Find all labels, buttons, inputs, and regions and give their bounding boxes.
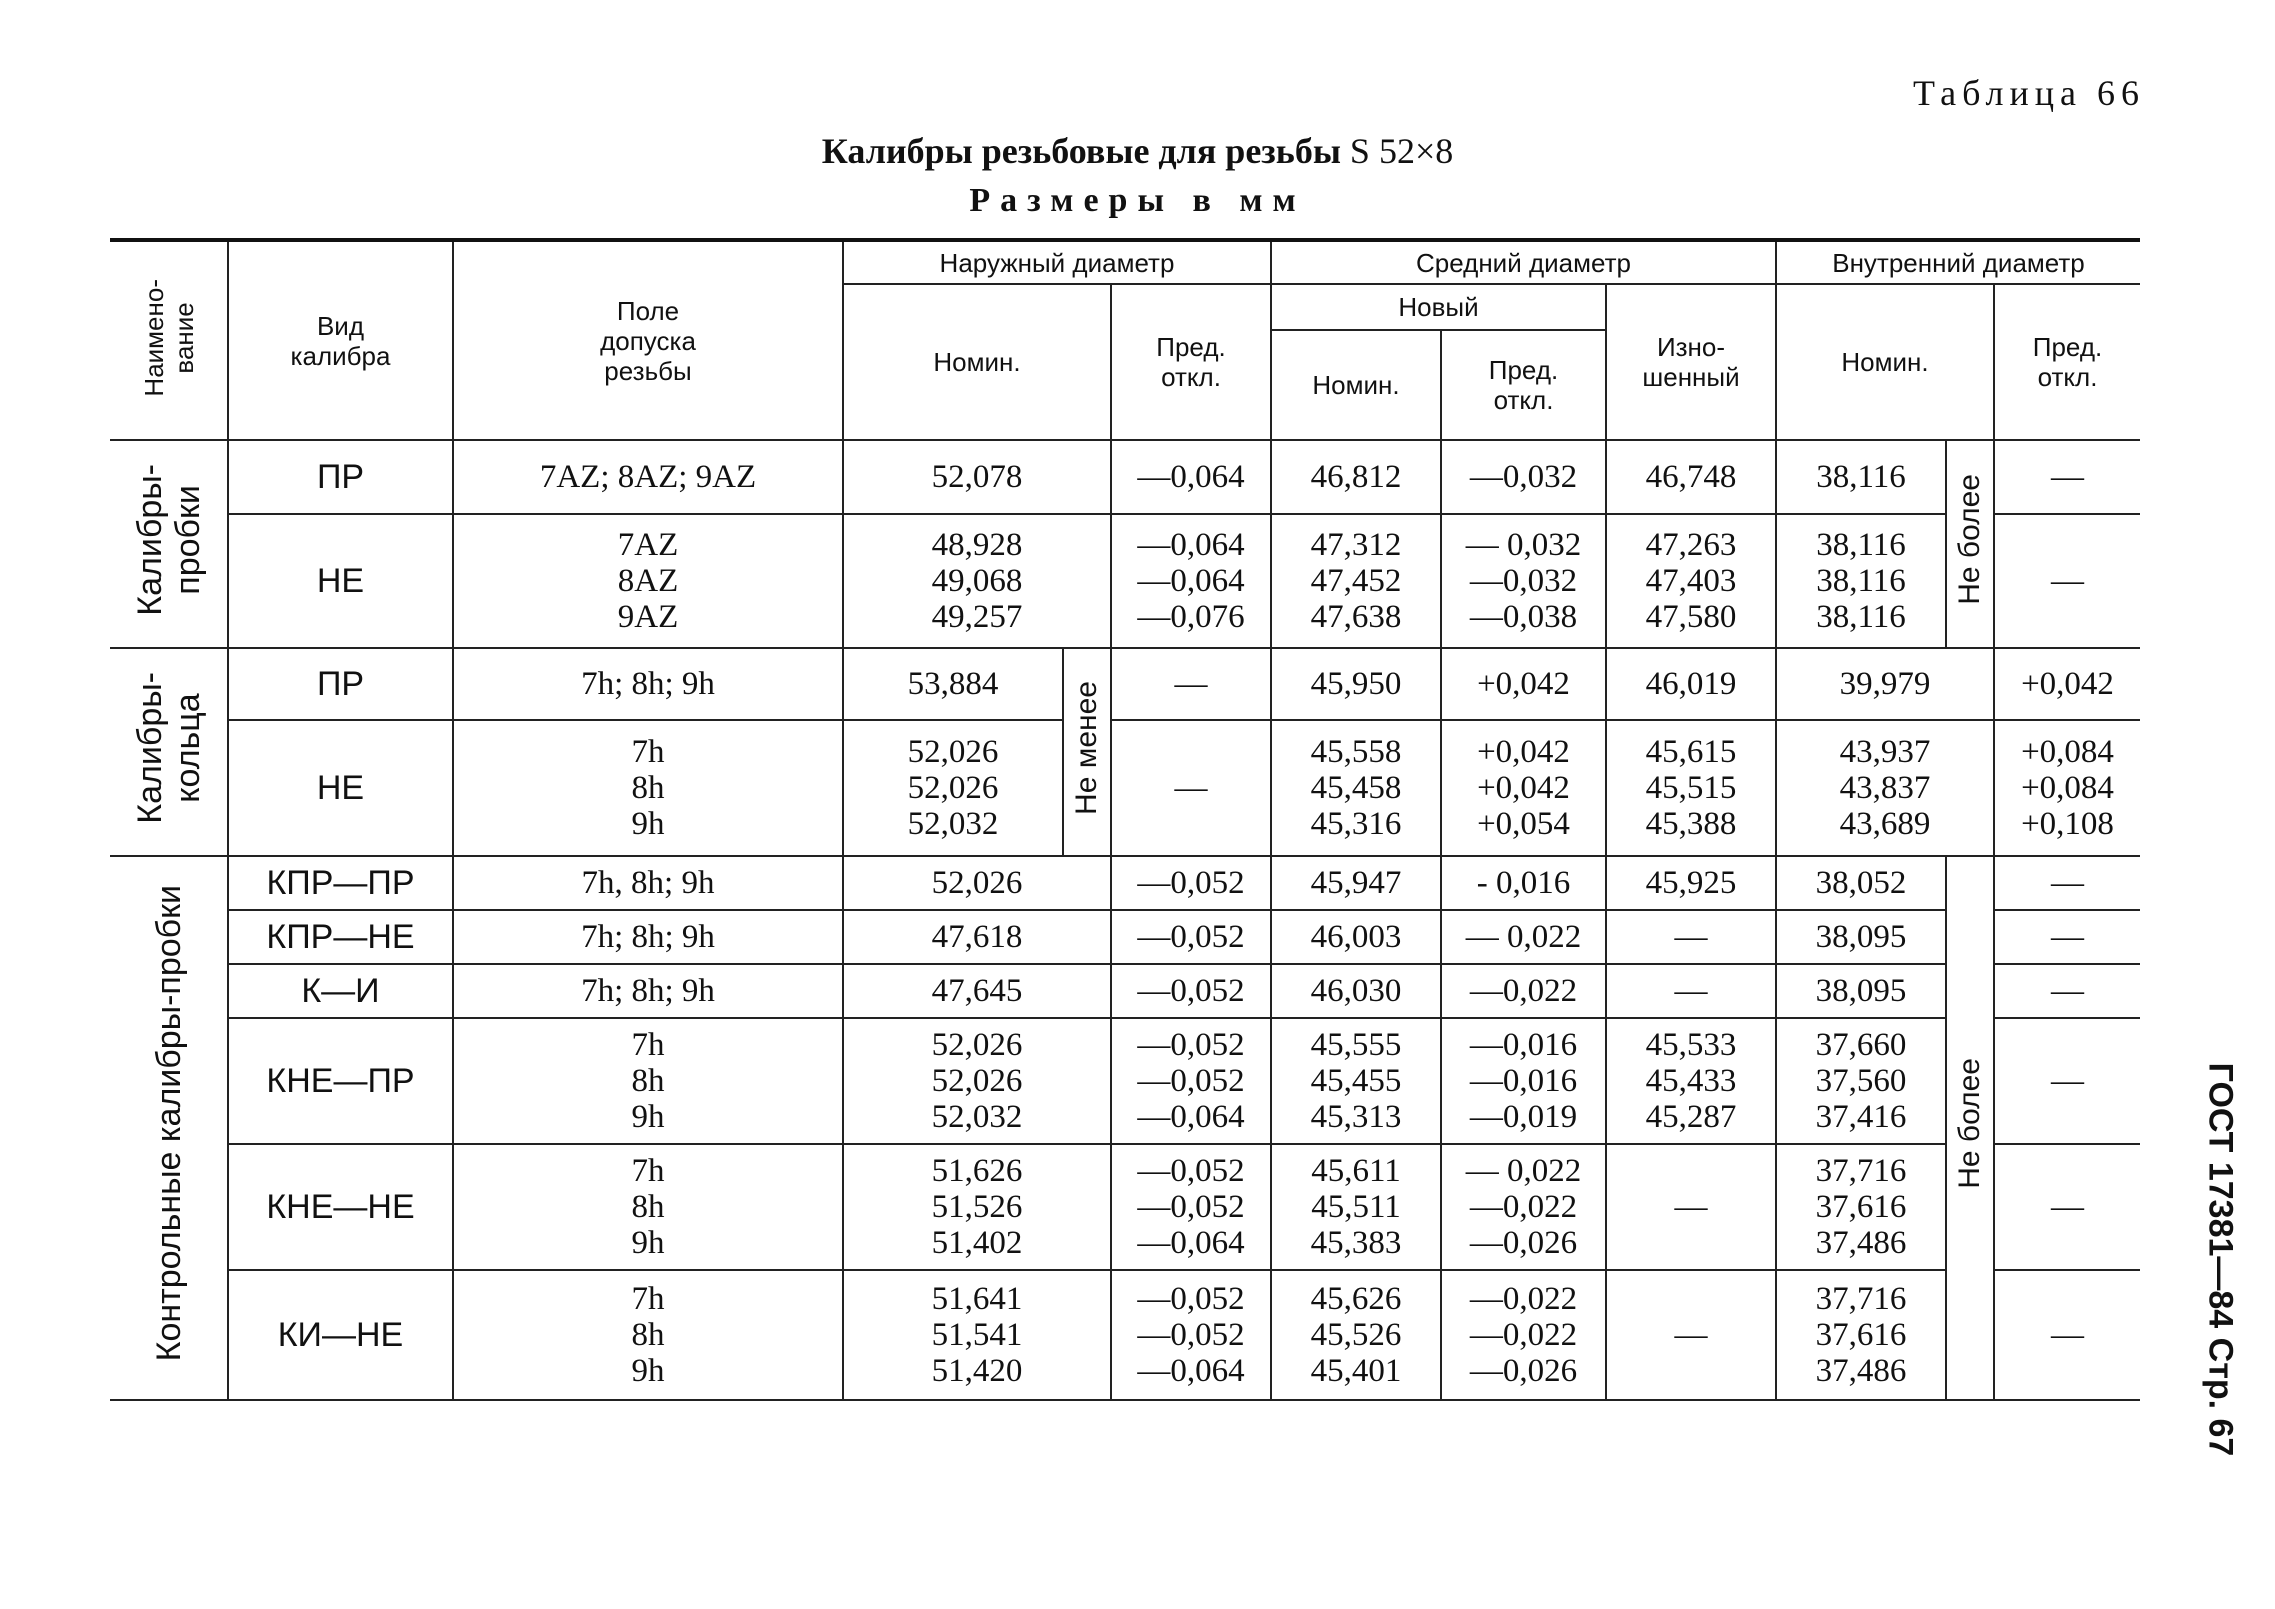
inner-nom: 38,052 [1776,856,1946,910]
note-not-more-control: Не более [1946,856,1994,1400]
inner-dev: +0,084 +0,084 +0,108 [1994,720,2140,856]
inner-nom: 37,660 37,560 37,416 [1776,1018,1946,1144]
outer-nom: 51,641 51,541 51,420 [843,1270,1111,1400]
tolerance: 7h 8h 9h [453,720,843,856]
mid-nom: 45,947 [1271,856,1441,910]
tolerance: 7h 8h 9h [453,1018,843,1144]
col-header-name: Наимено- вание [110,240,228,440]
col-header-mid-worn: Изно- шенный [1606,284,1776,440]
mid-worn: 45,533 45,433 45,287 [1606,1018,1776,1144]
group-control-plugs: Контрольные калибры-пробки [110,856,228,1400]
col-header-outer-nom: Номин. [843,284,1111,440]
table-row [110,514,2140,648]
tolerance: 7AZ 8AZ 9AZ [453,514,843,648]
inner-dev: — [1994,1270,2140,1400]
mid-nom: 46,003 [1271,910,1441,964]
tolerance: 7h 8h 9h [453,1270,843,1400]
col-header-inner-nom: Номин. [1776,284,1994,440]
table-row [110,1144,2140,1270]
outer-nom: 47,618 [843,910,1111,964]
mid-worn: — [1606,964,1776,1018]
mid-dev: —0,016 —0,016 —0,019 [1441,1018,1606,1144]
outer-dev: — [1111,720,1271,856]
outer-nom: 53,884 [843,648,1063,720]
mid-worn: — [1606,1144,1776,1270]
mid-dev: +0,042 +0,042 +0,054 [1441,720,1606,856]
table-row [110,964,2140,1018]
inner-nom: 37,716 37,616 37,486 [1776,1270,1946,1400]
mid-nom: 45,950 [1271,648,1441,720]
gauge-type: ПР [228,440,453,514]
inner-nom: 37,716 37,616 37,486 [1776,1144,1946,1270]
col-header-mid-nom: Номин. [1271,330,1441,440]
inner-nom: 38,095 [1776,910,1946,964]
outer-nom: 52,026 52,026 52,032 [843,720,1063,856]
table-row [110,440,2140,514]
inner-dev: — [1994,1144,2140,1270]
tolerance: 7h; 8h; 9h [453,910,843,964]
outer-dev: —0,052 [1111,856,1271,910]
mid-nom: 45,611 45,511 45,383 [1271,1144,1441,1270]
mid-dev: - 0,016 [1441,856,1606,910]
inner-nom: 38,116 38,116 38,116 [1776,514,1946,648]
table-row [110,1018,2140,1144]
gauge-type: КПР—ПР [228,856,453,910]
mid-nom: 45,555 45,455 45,313 [1271,1018,1441,1144]
outer-dev: —0,064 —0,064 —0,076 [1111,514,1271,648]
inner-dev: +0,042 [1994,648,2140,720]
outer-dev: —0,052 [1111,964,1271,1018]
inner-dev: — [1994,964,2140,1018]
mid-nom: 45,558 45,458 45,316 [1271,720,1441,856]
group-plugs: Калибры- пробки [110,440,228,648]
outer-nom: 52,078 [843,440,1111,514]
page-side-label [2180,1030,2260,1500]
tolerance: 7h; 8h; 9h [453,964,843,1018]
mid-worn: 45,615 45,515 45,388 [1606,720,1776,856]
mid-worn: 46,748 [1606,440,1776,514]
inner-dev: — [1994,910,2140,964]
outer-dev: —0,064 [1111,440,1271,514]
mid-worn: 47,263 47,403 47,580 [1606,514,1776,648]
mid-dev: — 0,022 [1441,910,1606,964]
table-row [110,856,2140,910]
col-header-mid-dev: Пред. откл. [1441,330,1606,440]
inner-dev: — [1994,1018,2140,1144]
col-header-outer-diameter: Наружный диаметр [843,240,1271,284]
gauges-table [110,238,2140,1401]
mid-dev: —0,022 [1441,964,1606,1018]
mid-worn: — [1606,1270,1776,1400]
tolerance: 7AZ; 8AZ; 9AZ [453,440,843,514]
tolerance: 7h; 8h; 9h [453,648,843,720]
col-header-inner-diameter: Внутренний диаметр [1776,240,2140,284]
gauge-type: КИ—НЕ [228,1270,453,1400]
inner-nom: 38,095 [1776,964,1946,1018]
inner-dev: — [1994,514,2140,648]
tolerance: 7h 8h 9h [453,1144,843,1270]
mid-nom: 46,812 [1271,440,1441,514]
outer-nom: 52,026 [843,856,1111,910]
outer-dev: —0,052 —0,052 —0,064 [1111,1018,1271,1144]
outer-nom: 51,626 51,526 51,402 [843,1144,1111,1270]
gauge-type: КНЕ—ПР [228,1018,453,1144]
table-row [110,648,2140,720]
table-number: Таблица 66 [1913,73,2145,113]
gost-page-reference: ГОСТ 17381—84 Стр. 67 [2201,1062,2240,1457]
table-row [110,910,2140,964]
mid-worn: 45,925 [1606,856,1776,910]
table-title-text: Калибры резьбовые для резьбы [821,131,1341,171]
mid-worn: 46,019 [1606,648,1776,720]
tolerance: 7h, 8h; 9h [453,856,843,910]
mid-nom: 46,030 [1271,964,1441,1018]
gauge-type: К—И [228,964,453,1018]
mid-dev: —0,032 [1441,440,1606,514]
inner-nom: 43,937 43,837 43,689 [1776,720,1994,856]
col-header-mid-diameter: Средний диаметр [1271,240,1776,284]
mid-dev: — 0,032 —0,032 —0,038 [1441,514,1606,648]
mid-dev: —0,022 —0,022 —0,026 [1441,1270,1606,1400]
col-header-gauge-type: Вид калибра [228,240,453,440]
mid-worn: — [1606,910,1776,964]
note-not-less-rings: Не менее [1063,648,1111,856]
gauge-type: ПР [228,648,453,720]
note-not-more-plugs: Не более [1946,440,1994,648]
table-title [0,130,2275,172]
group-rings: Калибры- кольца [110,648,228,856]
gauge-type: КПР—НЕ [228,910,453,964]
inner-nom: 39,979 [1776,648,1994,720]
mid-nom: 47,312 47,452 47,638 [1271,514,1441,648]
outer-dev: —0,052 —0,052 —0,064 [1111,1144,1271,1270]
table-row [110,1270,2140,1400]
mid-nom: 45,626 45,526 45,401 [1271,1270,1441,1400]
col-header-tolerance: Поле допуска резьбы [453,240,843,440]
thread-designation: S 52×8 [1349,131,1454,171]
outer-nom: 48,928 49,068 49,257 [843,514,1111,648]
outer-nom: 47,645 [843,964,1111,1018]
outer-dev: —0,052 —0,052 —0,064 [1111,1270,1271,1400]
inner-nom: 38,116 [1776,440,1946,514]
mid-dev: +0,042 [1441,648,1606,720]
outer-nom: 52,026 52,026 52,032 [843,1018,1111,1144]
outer-dev: —0,052 [1111,910,1271,964]
col-header-inner-dev: Пред. откл. [1994,284,2140,440]
inner-dev: — [1994,440,2140,514]
col-header-mid-new: Новый [1271,284,1606,330]
gauge-type: НЕ [228,720,453,856]
gauge-type: КНЕ—НЕ [228,1144,453,1270]
table-row [110,720,2140,856]
units-caption: Размеры в мм [969,182,1306,219]
outer-dev: — [1111,648,1271,720]
mid-dev: — 0,022 —0,022 —0,026 [1441,1144,1606,1270]
gauge-type: НЕ [228,514,453,648]
inner-dev: — [1994,856,2140,910]
col-header-outer-dev: Пред. откл. [1111,284,1271,440]
